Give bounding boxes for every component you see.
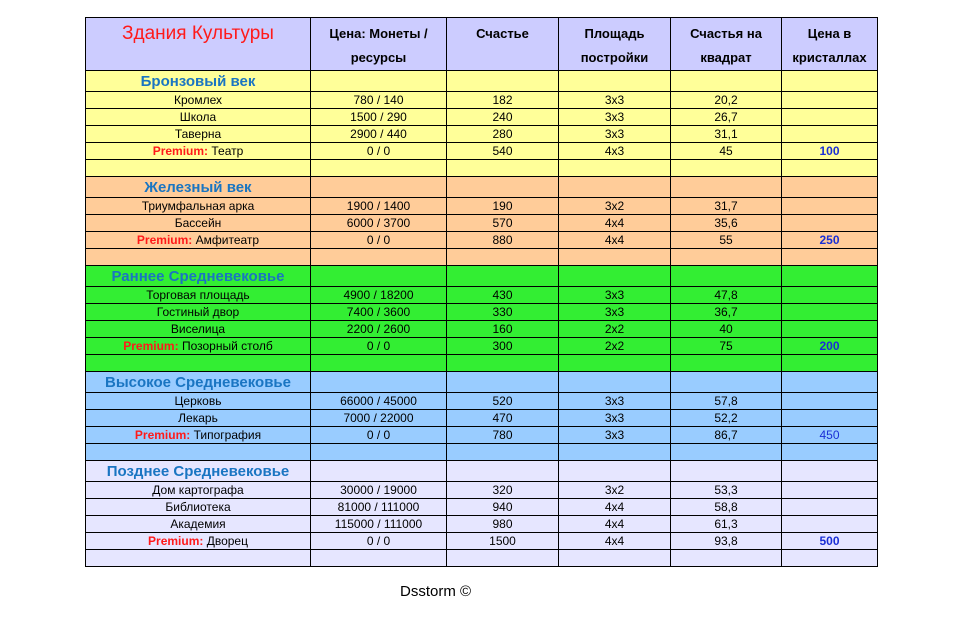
building-cell: [86, 410, 311, 427]
per-square-cell: 53,3: [671, 482, 782, 499]
crystal-column-header: Цена в кристаллах: [782, 18, 878, 71]
crystal-price-cell: [782, 321, 878, 338]
price-column-header: Цена: Монеты / ресурсы: [311, 18, 447, 71]
spacer-row: [86, 160, 878, 177]
crystal-price-cell: [782, 198, 878, 215]
crystal-price-cell: [782, 287, 878, 304]
crystal-price-cell: [782, 92, 878, 109]
building-cell: [86, 232, 311, 249]
premium-label: Premium:: [148, 534, 204, 548]
per-square-cell: 58,8: [671, 499, 782, 516]
per-square-cell: 35,6: [671, 215, 782, 232]
table-row: [86, 287, 878, 304]
building-name: Школа: [179, 110, 217, 124]
happiness-cell: 240: [447, 109, 559, 126]
building-name: Торговая площадь: [146, 288, 250, 302]
table-row: [86, 143, 878, 160]
area-cell: 4x4: [559, 215, 671, 232]
crystal-price-cell: [782, 516, 878, 533]
per-square-column-header: Счастья на квадрат: [671, 18, 782, 71]
area-cell: 4x4: [559, 533, 671, 550]
era-header-row: [86, 461, 878, 482]
building-cell: [86, 198, 311, 215]
building-name: Виселица: [170, 322, 226, 336]
building-cell: [86, 321, 311, 338]
table-row: [86, 427, 878, 444]
crystal-price-cell: 500: [782, 533, 878, 550]
per-square-cell: 31,7: [671, 198, 782, 215]
happiness-cell: 430: [447, 287, 559, 304]
area-cell: 3x3: [559, 427, 671, 444]
price-cell: 1900 / 1400: [311, 198, 447, 215]
era-header-row: [86, 372, 878, 393]
building-name: Таверна: [174, 127, 222, 141]
crystal-price-cell: [782, 215, 878, 232]
price-cell: 81000 / 111000: [311, 499, 447, 516]
table-row: [86, 126, 878, 143]
price-cell: 30000 / 19000: [311, 482, 447, 499]
era-header-row: [86, 71, 878, 92]
price-cell: 7000 / 22000: [311, 410, 447, 427]
premium-label: Premium:: [123, 339, 179, 353]
crystal-price-cell: [782, 304, 878, 321]
era-header-row: [86, 266, 878, 287]
per-square-cell: 52,2: [671, 410, 782, 427]
area-cell: 2x2: [559, 338, 671, 355]
per-square-cell: 20,2: [671, 92, 782, 109]
spacer-row: [86, 355, 878, 372]
building-name: Типография: [193, 428, 262, 442]
spacer-row: [86, 444, 878, 461]
happiness-cell: 780: [447, 427, 559, 444]
building-cell: [86, 109, 311, 126]
price-cell: 7400 / 3600: [311, 304, 447, 321]
crystal-price-cell: [782, 393, 878, 410]
crystal-price-cell: [782, 499, 878, 516]
table-row: [86, 499, 878, 516]
per-square-cell: 86,7: [671, 427, 782, 444]
area-cell: 3x3: [559, 410, 671, 427]
table-row: [86, 109, 878, 126]
era-name: Железный век: [86, 177, 311, 198]
premium-label: Premium:: [152, 144, 209, 158]
table-row: [86, 516, 878, 533]
building-name: Дворец: [206, 534, 248, 548]
happiness-cell: 182: [447, 92, 559, 109]
table-row: [86, 482, 878, 499]
per-square-cell: 75: [671, 338, 782, 355]
happiness-cell: 520: [447, 393, 559, 410]
building-cell: [86, 287, 311, 304]
building-cell: [86, 499, 311, 516]
table-row: [86, 92, 878, 109]
era-name: Высокое Средневековье: [86, 372, 311, 393]
happiness-cell: 160: [447, 321, 559, 338]
building-cell: [86, 215, 311, 232]
era-name: Раннее Средневековье: [86, 266, 311, 287]
building-cell: [86, 143, 311, 160]
table-row: [86, 215, 878, 232]
area-cell: 4x3: [559, 143, 671, 160]
header-row: [86, 18, 878, 71]
area-cell: 3x2: [559, 482, 671, 499]
area-cell: 4x4: [559, 232, 671, 249]
building-cell: [86, 304, 311, 321]
price-cell: 2900 / 440: [311, 126, 447, 143]
crystal-price-cell: 200: [782, 338, 878, 355]
per-square-cell: 40: [671, 321, 782, 338]
crystal-price-cell: 450: [782, 427, 878, 444]
happiness-cell: 980: [447, 516, 559, 533]
table-row: [86, 198, 878, 215]
price-cell: 115000 / 111000: [311, 516, 447, 533]
price-cell: 0 / 0: [311, 338, 447, 355]
per-square-cell: 36,7: [671, 304, 782, 321]
footer-credit: Dsstorm ©: [400, 583, 472, 600]
building-name: Академия: [170, 517, 226, 531]
area-cell: 3x3: [559, 287, 671, 304]
crystal-price-cell: [782, 410, 878, 427]
per-square-cell: 55: [671, 232, 782, 249]
building-name: Триумфальная арка: [141, 199, 255, 213]
premium-label: Premium:: [134, 428, 191, 442]
building-name: Дом картографа: [152, 483, 244, 497]
spacer-row: [86, 249, 878, 266]
building-name: Бассейн: [174, 216, 222, 230]
table-row: [86, 304, 878, 321]
happiness-cell: 940: [447, 499, 559, 516]
crystal-price-cell: [782, 482, 878, 499]
table-row: [86, 533, 878, 550]
building-cell: [86, 482, 311, 499]
crystal-price-cell: [782, 109, 878, 126]
building-cell: [86, 126, 311, 143]
area-cell: 3x2: [559, 198, 671, 215]
per-square-cell: 57,8: [671, 393, 782, 410]
happiness-column-header: Счастье: [447, 18, 559, 71]
per-square-cell: 26,7: [671, 109, 782, 126]
price-cell: 0 / 0: [311, 232, 447, 249]
happiness-cell: 470: [447, 410, 559, 427]
area-column-header: Площадь постройки: [559, 18, 671, 71]
happiness-cell: 280: [447, 126, 559, 143]
price-cell: 6000 / 3700: [311, 215, 447, 232]
spacer-row: [86, 550, 878, 567]
price-cell: 780 / 140: [311, 92, 447, 109]
area-cell: 4x4: [559, 499, 671, 516]
per-square-cell: 93,8: [671, 533, 782, 550]
building-cell: [86, 338, 311, 355]
table-row: [86, 232, 878, 249]
building-name: Театр: [211, 144, 244, 158]
price-cell: 0 / 0: [311, 143, 447, 160]
building-cell: [86, 516, 311, 533]
price-cell: 4900 / 18200: [311, 287, 447, 304]
building-name: Кромлех: [174, 93, 222, 107]
price-cell: 2200 / 2600: [311, 321, 447, 338]
building-name: Позорный столб: [181, 339, 273, 353]
area-cell: 3x3: [559, 304, 671, 321]
per-square-cell: 47,8: [671, 287, 782, 304]
area-cell: 3x3: [559, 109, 671, 126]
price-cell: 66000 / 45000: [311, 393, 447, 410]
culture-buildings-table: [85, 17, 878, 567]
premium-label: Premium:: [136, 233, 193, 247]
happiness-cell: 1500: [447, 533, 559, 550]
area-cell: 3x3: [559, 393, 671, 410]
building-name: Лекарь: [178, 411, 218, 425]
building-name: Церковь: [174, 394, 222, 408]
price-cell: 1500 / 290: [311, 109, 447, 126]
building-cell: [86, 92, 311, 109]
era-name: Позднее Средневековье: [86, 461, 311, 482]
price-cell: 0 / 0: [311, 427, 447, 444]
building-cell: [86, 393, 311, 410]
table-row: [86, 410, 878, 427]
area-cell: 3x3: [559, 92, 671, 109]
building-cell: [86, 533, 311, 550]
page-title: Здания Культуры: [86, 18, 311, 71]
happiness-cell: 540: [447, 143, 559, 160]
table-row: [86, 338, 878, 355]
era-name: Бронзовый век: [86, 71, 311, 92]
area-cell: 3x3: [559, 126, 671, 143]
happiness-cell: 570: [447, 215, 559, 232]
building-cell: [86, 427, 311, 444]
per-square-cell: 61,3: [671, 516, 782, 533]
crystal-price-cell: [782, 126, 878, 143]
building-name: Гостиный двор: [156, 305, 240, 319]
happiness-cell: 190: [447, 198, 559, 215]
table-row: [86, 321, 878, 338]
happiness-cell: 300: [447, 338, 559, 355]
area-cell: 4x4: [559, 516, 671, 533]
happiness-cell: 330: [447, 304, 559, 321]
per-square-cell: 31,1: [671, 126, 782, 143]
happiness-cell: 320: [447, 482, 559, 499]
building-name: Амфитеатр: [195, 233, 260, 247]
crystal-price-cell: 250: [782, 232, 878, 249]
price-cell: 0 / 0: [311, 533, 447, 550]
table-row: [86, 393, 878, 410]
area-cell: 2x2: [559, 321, 671, 338]
per-square-cell: 45: [671, 143, 782, 160]
crystal-price-cell: 100: [782, 143, 878, 160]
building-name: Библиотека: [165, 500, 231, 514]
happiness-cell: 880: [447, 232, 559, 249]
era-header-row: [86, 177, 878, 198]
